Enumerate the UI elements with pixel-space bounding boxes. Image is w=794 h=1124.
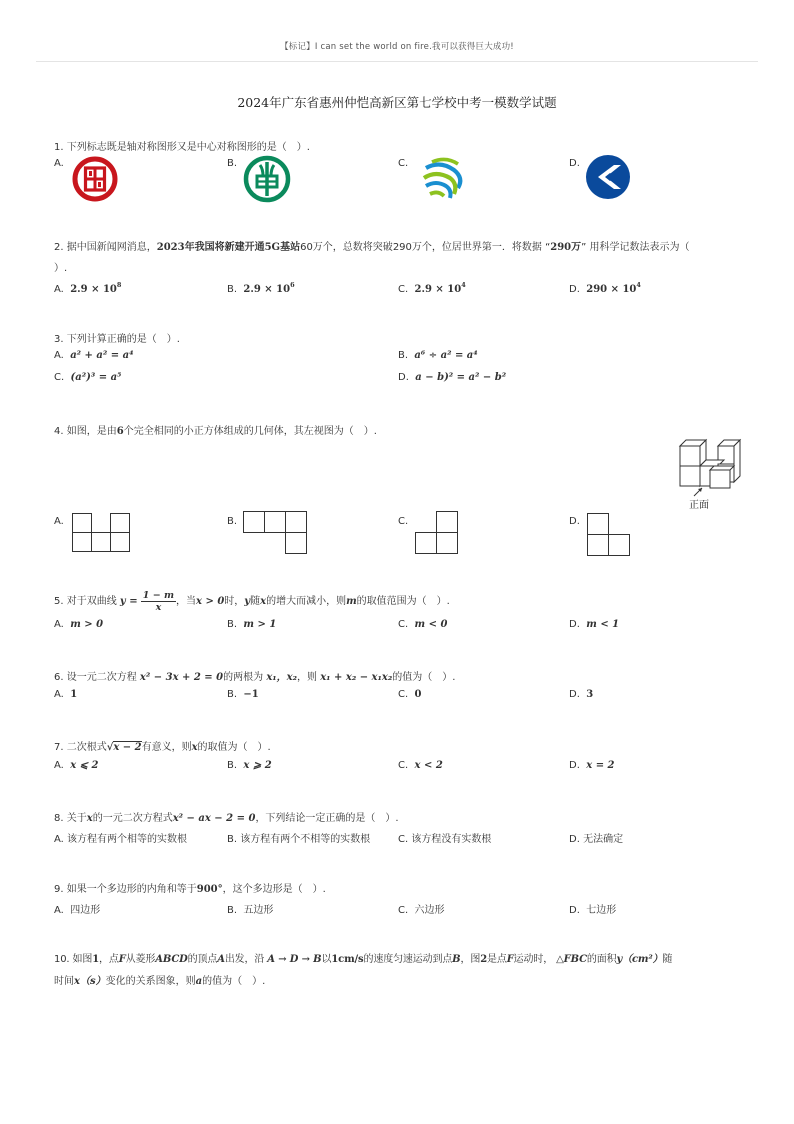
q2-option-d[interactable]: D. $290 \times 10^4$ <box>569 281 641 295</box>
q4-option-b-label[interactable]: B. <box>227 516 238 527</box>
exam-title: 2024年广东省惠州仲恺高新区第七学校中考一模数学试题 <box>237 95 557 110</box>
page-header-watermark: 【标记】I can set the world on fire.我可以获得巨大成功! <box>280 42 514 52</box>
q2-stem-line1: 2. 据中国新闻网消息，2023年我国将新建开通5G基站60万个，总数将突破290万个，位居世界第一．将数据 “290万” 用科学记数法表示为（ <box>54 242 690 253</box>
q4-option-d-label[interactable]: D. <box>569 516 580 527</box>
q4-stem: 4. 如图，是由6个完全相同的小正方体组成的几何体，其左视图为（ ）. <box>54 426 377 437</box>
q8-option-c[interactable]: C. 该方程没有实数根 <box>398 834 492 845</box>
q10-stem-line1: 10. 如图1，点F从菱形ABCD的顶点A出发，沿 A → D → B以1cm/s的速度匀速运动到点B，图2是点F运动时， △FBC的面积y（cm²）随 <box>54 954 673 965</box>
header-divider <box>36 61 758 62</box>
q3-option-d[interactable]: D. a − b)² = a² − b² <box>398 372 507 383</box>
q4-option-a-label[interactable]: A. <box>54 516 64 527</box>
q4-option-a-view[interactable] <box>72 513 132 555</box>
q3-option-b[interactable]: B. a⁶ ÷ a² = a⁴ <box>398 350 478 361</box>
q7-option-d[interactable]: D. x = 2 <box>569 760 615 771</box>
q8-option-d[interactable]: D. 无法确定 <box>569 834 624 845</box>
q3-stem: 3. 下列计算正确的是（ ）. <box>54 334 180 345</box>
q6-stem: 6. 设一元二次方程 x² − 3x + 2 = 0的两根为 x₁，x₂，则 x₁ + x₂ − x₁x₂的值为（ ）. <box>54 672 456 683</box>
q9-option-d[interactable]: D. 七边形 <box>569 905 617 916</box>
q5-option-d[interactable]: D. m < 1 <box>569 619 620 630</box>
q4-option-c-label[interactable]: C. <box>398 516 409 527</box>
china-mobile-logo <box>418 154 468 204</box>
q6-option-c[interactable]: C. 0 <box>398 689 422 700</box>
q3-option-c[interactable]: C. (a²)³ = a⁵ <box>54 372 122 383</box>
q1-option-c-label[interactable]: C. <box>398 158 409 169</box>
q2-option-c[interactable]: C. $2.9 \times 10^4$ <box>398 281 466 295</box>
q7-radicand: x − 2 <box>113 742 142 753</box>
q9-option-a[interactable]: A. 四边形 <box>54 905 101 916</box>
q5-option-a[interactable]: A. m > 0 <box>54 619 104 630</box>
q4-option-c-view[interactable] <box>415 511 461 557</box>
icbc-logo <box>72 156 118 202</box>
q1-option-b-label[interactable]: B. <box>227 158 238 169</box>
q1-option-a-label[interactable]: A. <box>54 158 64 169</box>
q5-option-c[interactable]: C. m < 0 <box>398 619 448 630</box>
q9-option-b[interactable]: B. 五边形 <box>227 905 274 916</box>
q2-option-a[interactable]: A. $2.9 \times 10^8$ <box>54 281 122 295</box>
q2-option-b[interactable]: B. $2.9 \times 10^6$ <box>227 281 295 295</box>
q8-option-a[interactable]: A. 该方程有两个相等的实数根 <box>54 834 188 845</box>
q9-stem: 9. 如果一个多边形的内角和等于900°，这个多边形是（ ）. <box>54 884 326 895</box>
q8-option-b[interactable]: B. 该方程有两个不相等的实数根 <box>227 834 371 845</box>
q6-option-d[interactable]: D. 3 <box>569 689 594 700</box>
q4-option-b-view[interactable] <box>243 511 309 557</box>
q7-option-a[interactable]: A. x ⩽ 2 <box>54 760 99 771</box>
ccb-logo <box>584 153 632 201</box>
q8-stem: 8. 关于x的一元二次方程式x² − ax − 2 = 0，下列结论一定正确的是（ ）. <box>54 813 399 824</box>
abc-logo <box>243 155 291 203</box>
q9-option-c[interactable]: C. 六边形 <box>398 905 445 916</box>
q1-stem: 1. 下列标志既是轴对称图形又是中心对称图形的是（ ）. <box>54 142 310 153</box>
q2-stem-line2: ）. <box>54 263 68 274</box>
cube-solid-figure <box>676 438 746 496</box>
q5-fraction: $\frac{1 - m}{x}$ <box>142 589 175 613</box>
front-view-label: 正面 <box>689 500 709 511</box>
q4-option-d-view[interactable] <box>587 513 633 559</box>
q7-option-c[interactable]: C. x < 2 <box>398 760 443 771</box>
q5-stem: 5. 对于双曲线 y = $\frac{1 - m}{x}$ ，当x > 0时，y随x的增大而减小，则m的取值范围为（ ）. <box>54 589 450 613</box>
q7-stem: 7. 二次根式√x − 2有意义，则x的取值为（ ）. <box>54 742 271 753</box>
q10-stem-line2: 时间x（s）变化的关系图象，则a的值为（ ）. <box>54 976 266 987</box>
q1-option-d-label[interactable]: D. <box>569 158 580 169</box>
q6-option-a[interactable]: A. 1 <box>54 689 78 700</box>
q3-option-a[interactable]: A. a² + a² = a⁴ <box>54 350 134 361</box>
q7-option-b[interactable]: B. x ⩾ 2 <box>227 760 272 771</box>
q5-option-b[interactable]: B. m > 1 <box>227 619 277 630</box>
q6-option-b[interactable]: B. −1 <box>227 689 259 700</box>
